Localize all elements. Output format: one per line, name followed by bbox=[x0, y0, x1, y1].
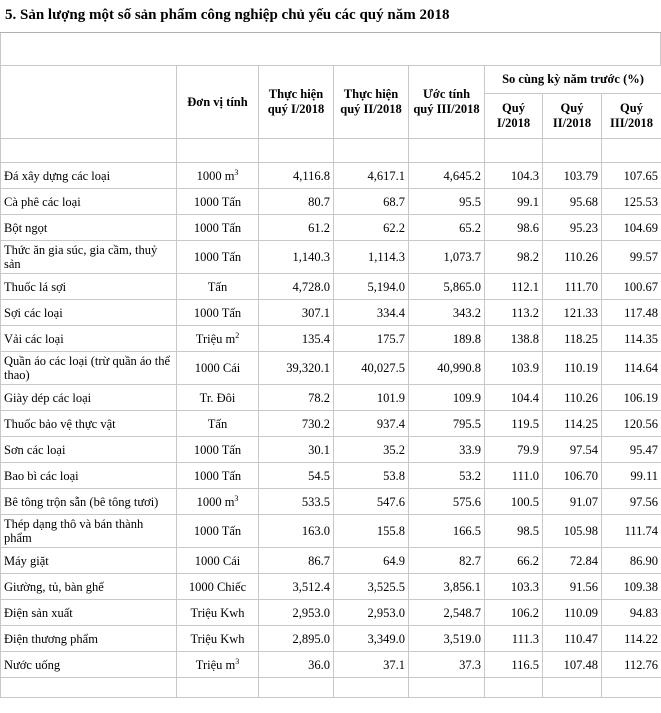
unit-cell bbox=[177, 163, 259, 189]
table-title: 5. Sản lượng một số sản phẩm công nghiệp chủ yếu các quý năm 2018 bbox=[5, 7, 450, 23]
compare-q1: 103.9 bbox=[485, 352, 543, 385]
value-q2: 5,194.0 bbox=[334, 274, 409, 300]
value-q3: 65.2 bbox=[409, 215, 485, 241]
value-q1: 307.1 bbox=[259, 300, 334, 326]
value-q3: 795.5 bbox=[409, 411, 485, 437]
spacer-row bbox=[1, 678, 661, 698]
unit-label: 1000 Tấn bbox=[193, 220, 242, 235]
header-compare-q1: Quý I/2018 bbox=[485, 94, 543, 139]
unit-label: Tấn bbox=[207, 279, 228, 294]
unit-cell bbox=[177, 300, 259, 326]
unit-label: 1000 m bbox=[196, 494, 235, 509]
value-q1: 86.7 bbox=[259, 548, 334, 574]
compare-q3: 120.56 bbox=[602, 411, 661, 437]
unit-cell bbox=[177, 326, 259, 352]
value-q3: 3,519.0 bbox=[409, 626, 485, 652]
product-name: Sợi các loại bbox=[1, 300, 177, 326]
table-row bbox=[1, 463, 661, 489]
table-row bbox=[1, 626, 661, 652]
table-row bbox=[1, 515, 661, 548]
value-q3: 40,990.8 bbox=[409, 352, 485, 385]
product-name: Thép dạng thô và bán thành phẩm bbox=[1, 515, 177, 548]
value-q3: 343.2 bbox=[409, 300, 485, 326]
table-row bbox=[1, 352, 661, 385]
compare-q2: 121.33 bbox=[543, 300, 602, 326]
value-q2: 62.2 bbox=[334, 215, 409, 241]
header-q2: Thực hiện quý II/2018 bbox=[334, 66, 409, 139]
compare-q3: 114.22 bbox=[602, 626, 661, 652]
value-q1: 30.1 bbox=[259, 437, 334, 463]
spacer-row bbox=[1, 139, 661, 163]
table-row bbox=[1, 274, 661, 300]
value-q2: 68.7 bbox=[334, 189, 409, 215]
unit-cell bbox=[177, 274, 259, 300]
table-row bbox=[1, 385, 661, 411]
compare-q2: 91.07 bbox=[543, 489, 602, 515]
value-q3: 4,645.2 bbox=[409, 163, 485, 189]
compare-q1: 119.5 bbox=[485, 411, 543, 437]
table-row bbox=[1, 489, 661, 515]
value-q3: 166.5 bbox=[409, 515, 485, 548]
header-compare-q2: Quý II/2018 bbox=[543, 94, 602, 139]
value-q3: 109.9 bbox=[409, 385, 485, 411]
value-q3: 189.8 bbox=[409, 326, 485, 352]
value-q2: 40,027.5 bbox=[334, 352, 409, 385]
unit-label: 1000 Tấn bbox=[193, 442, 242, 457]
compare-q3: 114.35 bbox=[602, 326, 661, 352]
header-compare-q3: Quý III/2018 bbox=[602, 94, 661, 139]
header-q3: Ước tính quý III/2018 bbox=[409, 66, 485, 139]
unit-label: 1000 Tấn bbox=[193, 194, 242, 209]
table-title-bar bbox=[0, 0, 661, 33]
unit-label: Triệu Kwh bbox=[190, 605, 245, 620]
value-q3: 37.3 bbox=[409, 652, 485, 678]
compare-q1: 98.2 bbox=[485, 241, 543, 274]
compare-q2: 72.84 bbox=[543, 548, 602, 574]
value-q3: 33.9 bbox=[409, 437, 485, 463]
header-unit: Đơn vị tính bbox=[177, 66, 259, 139]
value-q1: 54.5 bbox=[259, 463, 334, 489]
value-q1: 1,140.3 bbox=[259, 241, 334, 274]
compare-q2: 105.98 bbox=[543, 515, 602, 548]
table-row bbox=[1, 300, 661, 326]
value-q2: 35.2 bbox=[334, 437, 409, 463]
value-q3: 53.2 bbox=[409, 463, 485, 489]
unit-cell bbox=[177, 189, 259, 215]
unit-label: 1000 Cái bbox=[194, 361, 241, 375]
value-q1: 163.0 bbox=[259, 515, 334, 548]
compare-q1: 111.3 bbox=[485, 626, 543, 652]
compare-q1: 138.8 bbox=[485, 326, 543, 352]
unit-cell bbox=[177, 574, 259, 600]
unit-cell bbox=[177, 652, 259, 678]
compare-q2: 110.26 bbox=[543, 385, 602, 411]
value-q2: 175.7 bbox=[334, 326, 409, 352]
unit-label: 1000 Tấn bbox=[193, 468, 242, 483]
unit-cell bbox=[177, 385, 259, 411]
compare-q1: 104.4 bbox=[485, 385, 543, 411]
compare-q3: 97.56 bbox=[602, 489, 661, 515]
table-row bbox=[1, 163, 661, 189]
table-row bbox=[1, 326, 661, 352]
product-name: Máy giặt bbox=[1, 548, 177, 574]
unit-cell bbox=[177, 515, 259, 548]
compare-q1: 79.9 bbox=[485, 437, 543, 463]
product-name: Bê tông trộn sẵn (bê tông tươi) bbox=[1, 489, 177, 515]
compare-q1: 113.2 bbox=[485, 300, 543, 326]
compare-q2: 106.70 bbox=[543, 463, 602, 489]
value-q2: 37.1 bbox=[334, 652, 409, 678]
value-q1: 4,728.0 bbox=[259, 274, 334, 300]
value-q1: 135.4 bbox=[259, 326, 334, 352]
unit-label: 1000 Tấn bbox=[193, 305, 242, 320]
header-compare: So cùng kỳ năm trước (%) bbox=[485, 66, 661, 94]
compare-q1: 66.2 bbox=[485, 548, 543, 574]
value-q1: 2,953.0 bbox=[259, 600, 334, 626]
value-q3: 3,856.1 bbox=[409, 574, 485, 600]
product-name: Thức ăn gia súc, gia cầm, thuỷ sản bbox=[1, 241, 177, 274]
unit-cell bbox=[177, 241, 259, 274]
value-q3: 2,548.7 bbox=[409, 600, 485, 626]
compare-q3: 117.48 bbox=[602, 300, 661, 326]
product-name: Bao bì các loại bbox=[1, 463, 177, 489]
table-row bbox=[1, 189, 661, 215]
product-name: Điện thương phẩm bbox=[1, 626, 177, 652]
value-q1: 533.5 bbox=[259, 489, 334, 515]
unit-exponent: 3 bbox=[235, 656, 240, 666]
compare-q3: 114.64 bbox=[602, 352, 661, 385]
compare-q1: 116.5 bbox=[485, 652, 543, 678]
value-q1: 78.2 bbox=[259, 385, 334, 411]
product-name: Thuốc lá sợi bbox=[1, 274, 177, 300]
table-row bbox=[1, 548, 661, 574]
product-name: Vải các loại bbox=[1, 326, 177, 352]
compare-q3: 86.90 bbox=[602, 548, 661, 574]
header-q1: Thực hiện quý I/2018 bbox=[259, 66, 334, 139]
table-row bbox=[1, 600, 661, 626]
compare-q1: 112.1 bbox=[485, 274, 543, 300]
value-q2: 547.6 bbox=[334, 489, 409, 515]
value-q1: 730.2 bbox=[259, 411, 334, 437]
value-q2: 3,349.0 bbox=[334, 626, 409, 652]
value-q1: 3,512.4 bbox=[259, 574, 334, 600]
compare-q2: 118.25 bbox=[543, 326, 602, 352]
product-name: Điện sản xuất bbox=[1, 600, 177, 626]
value-q2: 334.4 bbox=[334, 300, 409, 326]
value-q2: 155.8 bbox=[334, 515, 409, 548]
table-row bbox=[1, 437, 661, 463]
compare-q1: 111.0 bbox=[485, 463, 543, 489]
value-q1: 36.0 bbox=[259, 652, 334, 678]
compare-q3: 99.57 bbox=[602, 241, 661, 274]
unit-label: Tấn bbox=[207, 416, 228, 431]
compare-q3: 99.11 bbox=[602, 463, 661, 489]
unit-label: 1000 Cái bbox=[194, 553, 241, 568]
value-q1: 80.7 bbox=[259, 189, 334, 215]
product-name: Sơn các loại bbox=[1, 437, 177, 463]
value-q2: 1,114.3 bbox=[334, 241, 409, 274]
table-row bbox=[1, 241, 661, 274]
unit-label: 1000 Chiếc bbox=[188, 579, 247, 594]
compare-q2: 110.47 bbox=[543, 626, 602, 652]
unit-cell bbox=[177, 489, 259, 515]
compare-q3: 109.38 bbox=[602, 574, 661, 600]
value-q2: 53.8 bbox=[334, 463, 409, 489]
table-row bbox=[1, 411, 661, 437]
product-name: Đá xây dựng các loại bbox=[1, 163, 177, 189]
value-q2: 2,953.0 bbox=[334, 600, 409, 626]
unit-cell bbox=[177, 437, 259, 463]
unit-cell bbox=[177, 548, 259, 574]
compare-q2: 97.54 bbox=[543, 437, 602, 463]
value-q2: 64.9 bbox=[334, 548, 409, 574]
value-q3: 95.5 bbox=[409, 189, 485, 215]
product-name: Thuốc bảo vệ thực vật bbox=[1, 411, 177, 437]
compare-q3: 106.19 bbox=[602, 385, 661, 411]
compare-q1: 104.3 bbox=[485, 163, 543, 189]
compare-q2: 107.48 bbox=[543, 652, 602, 678]
value-q1: 4,116.8 bbox=[259, 163, 334, 189]
compare-q1: 106.2 bbox=[485, 600, 543, 626]
product-name: Bột ngọt bbox=[1, 215, 177, 241]
value-q3: 1,073.7 bbox=[409, 241, 485, 274]
product-name: Nước uống bbox=[1, 652, 177, 678]
compare-q2: 95.23 bbox=[543, 215, 602, 241]
unit-label: 1000 m bbox=[196, 168, 235, 183]
value-q1: 61.2 bbox=[259, 215, 334, 241]
compare-q2: 110.19 bbox=[543, 352, 602, 385]
compare-q3: 95.47 bbox=[602, 437, 661, 463]
table-row bbox=[1, 574, 661, 600]
compare-q2: 95.68 bbox=[543, 189, 602, 215]
value-q2: 4,617.1 bbox=[334, 163, 409, 189]
production-table bbox=[0, 65, 661, 698]
compare-q1: 99.1 bbox=[485, 189, 543, 215]
compare-q3: 107.65 bbox=[602, 163, 661, 189]
unit-cell bbox=[177, 626, 259, 652]
compare-q3: 94.83 bbox=[602, 600, 661, 626]
compare-q2: 91.56 bbox=[543, 574, 602, 600]
unit-exponent: 3 bbox=[234, 167, 239, 177]
unit-exponent: 3 bbox=[234, 493, 239, 503]
value-q2: 101.9 bbox=[334, 385, 409, 411]
value-q1: 2,895.0 bbox=[259, 626, 334, 652]
compare-q2: 110.26 bbox=[543, 241, 602, 274]
unit-cell bbox=[177, 352, 259, 385]
unit-label: Triệu m bbox=[195, 331, 236, 346]
compare-q3: 111.74 bbox=[602, 515, 661, 548]
value-q3: 82.7 bbox=[409, 548, 485, 574]
unit-cell bbox=[177, 600, 259, 626]
compare-q3: 112.76 bbox=[602, 652, 661, 678]
unit-label: Triệu m bbox=[195, 657, 236, 672]
unit-cell bbox=[177, 411, 259, 437]
compare-q2: 110.09 bbox=[543, 600, 602, 626]
unit-cell bbox=[177, 215, 259, 241]
unit-label: 1000 Tấn bbox=[193, 524, 242, 538]
unit-label: Triệu Kwh bbox=[190, 631, 245, 646]
product-name: Quần áo các loại (trừ quần áo thể thao) bbox=[1, 352, 177, 385]
compare-q2: 111.70 bbox=[543, 274, 602, 300]
compare-q1: 100.5 bbox=[485, 489, 543, 515]
compare-q3: 104.69 bbox=[602, 215, 661, 241]
table-row bbox=[1, 215, 661, 241]
unit-label: Tr. Đôi bbox=[199, 390, 236, 405]
value-q1: 39,320.1 bbox=[259, 352, 334, 385]
value-q3: 5,865.0 bbox=[409, 274, 485, 300]
compare-q2: 114.25 bbox=[543, 411, 602, 437]
value-q3: 575.6 bbox=[409, 489, 485, 515]
value-q2: 3,525.5 bbox=[334, 574, 409, 600]
compare-q3: 100.67 bbox=[602, 274, 661, 300]
product-name: Cà phê các loại bbox=[1, 189, 177, 215]
compare-q1: 103.3 bbox=[485, 574, 543, 600]
header-product bbox=[1, 66, 177, 139]
unit-label: 1000 Tấn bbox=[193, 250, 242, 264]
compare-q3: 125.53 bbox=[602, 189, 661, 215]
compare-q1: 98.6 bbox=[485, 215, 543, 241]
table-row bbox=[1, 652, 661, 678]
compare-q2: 103.79 bbox=[543, 163, 602, 189]
compare-q1: 98.5 bbox=[485, 515, 543, 548]
unit-cell bbox=[177, 463, 259, 489]
product-name: Giường, tủ, bàn ghế bbox=[1, 574, 177, 600]
value-q2: 937.4 bbox=[334, 411, 409, 437]
unit-exponent: 2 bbox=[235, 330, 240, 340]
product-name: Giày dép các loại bbox=[1, 385, 177, 411]
divider bbox=[0, 33, 1, 65]
